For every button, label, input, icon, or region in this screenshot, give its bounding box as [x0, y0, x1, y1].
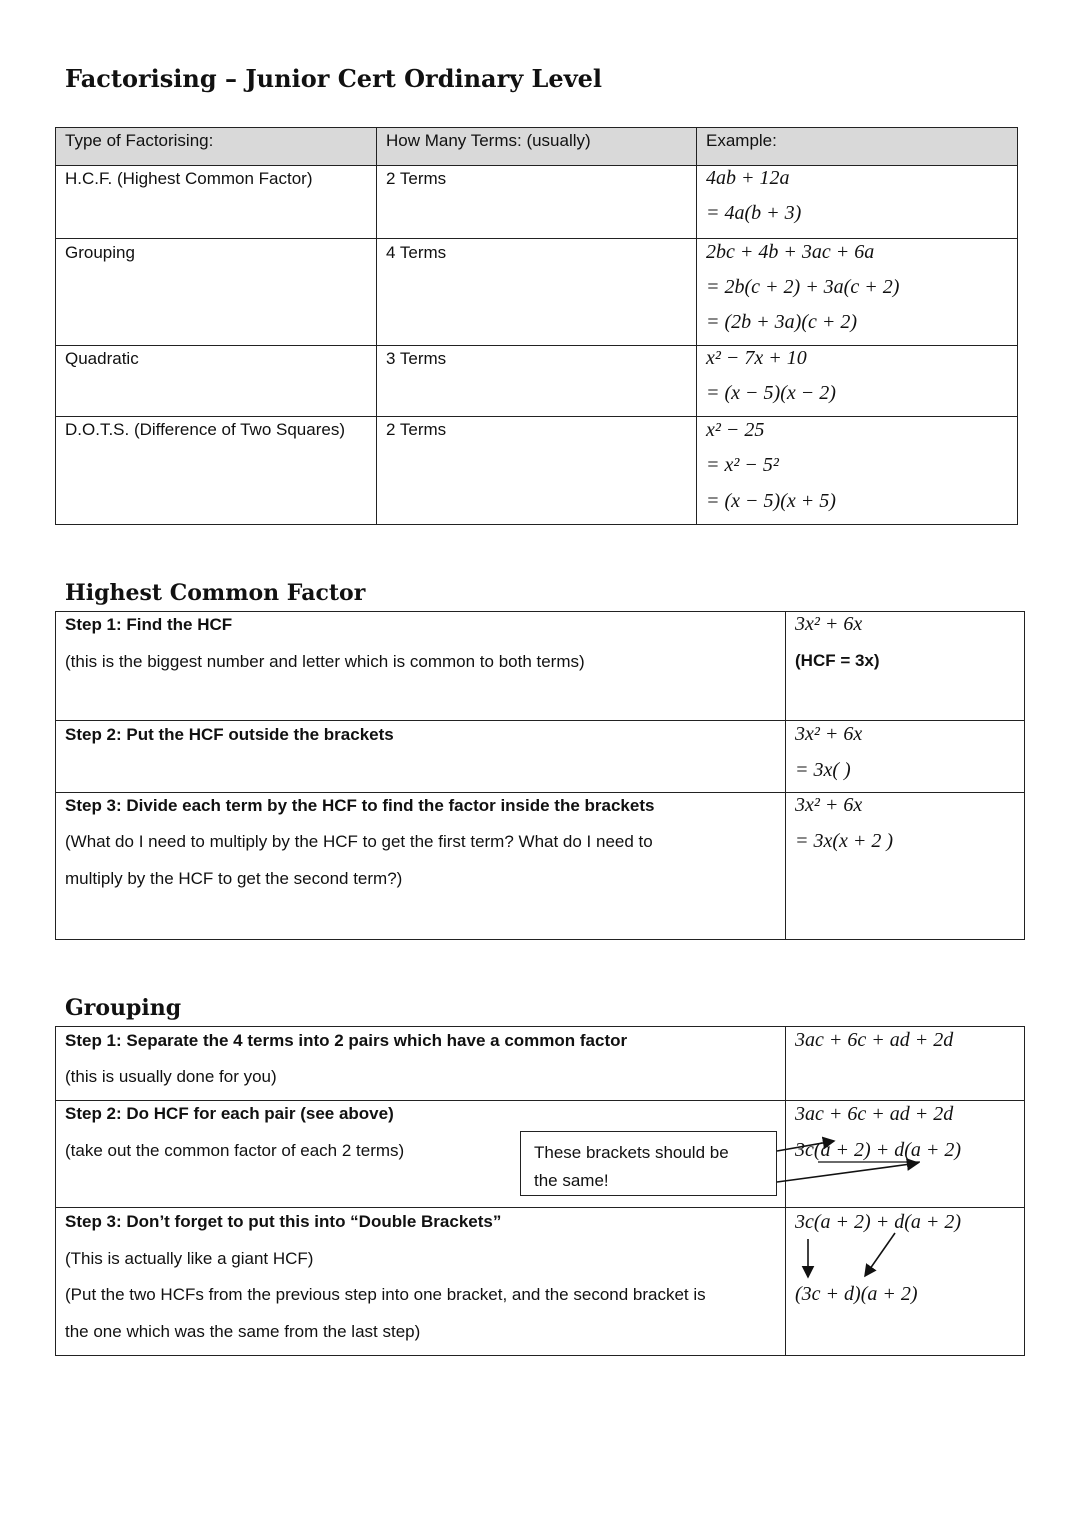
grouping-step1-math: 3ac + 6c + ad + 2d — [795, 1029, 954, 1051]
example-line: 2bc + 4b + 3ac + 6a — [706, 241, 875, 263]
grouping-step1-heading: Step 1: Separate the 4 terms into 2 pairs which have a common factor — [65, 1031, 628, 1050]
table-row-type: D.O.T.S. (Difference of Two Squares) — [65, 420, 345, 439]
callout-text: the same! — [534, 1171, 609, 1190]
example-line: x² − 25 — [706, 419, 765, 441]
example-line: = 2b(c + 2) + 3a(c + 2) — [706, 276, 900, 298]
header-example: Example: — [706, 131, 777, 150]
callout-arrow — [777, 1141, 834, 1151]
hcf-step2-heading: Step 2: Put the HCF outside the brackets — [65, 725, 394, 744]
example-line: = (2b + 3a)(c + 2) — [706, 311, 858, 333]
header-terms: How Many Terms: (usually) — [386, 131, 591, 150]
table-row-terms: 4 Terms — [386, 243, 447, 262]
grouping-section-title: Grouping — [65, 995, 182, 1021]
hcf-step3-heading: Step 3: Divide each term by the HCF to find the factor inside the brackets — [65, 796, 655, 815]
grouping-step3-math: (3c + d)(a + 2) — [795, 1283, 918, 1305]
grouping-step3-note: (Put the two HCFs from the previous step into one bracket, and the second bracket is — [65, 1285, 706, 1304]
hcf-step2-math: 3x² + 6x — [795, 723, 863, 745]
table-row-terms: 3 Terms — [386, 349, 447, 368]
grouping-step1-note: (this is usually done for you) — [65, 1067, 277, 1086]
grouping-step3-heading: Step 3: Don’t forget to put this into “Double Brackets” — [65, 1212, 502, 1231]
diagonal-arrow — [865, 1233, 895, 1276]
header-type: Type of Factorising: — [65, 131, 214, 150]
example-line: 4ab + 12a — [706, 167, 790, 189]
hcf-step3-math: = 3x(x + 2 ) — [795, 830, 894, 852]
hcf-step1-note: (this is the biggest number and letter which is common to both terms) — [65, 652, 585, 671]
hcf-step3-note: (What do I need to multiply by the HCF to get the first term? What do I need to — [65, 832, 653, 851]
example-line: = 4a(b + 3) — [706, 202, 802, 224]
hcf-step1-result: (HCF = 3x) — [795, 651, 880, 670]
table-row-type: Grouping — [65, 243, 135, 262]
grouping-step2-note: (take out the common factor of each 2 terms) — [65, 1141, 405, 1160]
example-line: = (x − 5)(x − 2) — [706, 382, 836, 404]
callout-arrow — [777, 1163, 918, 1182]
table-row-type: Quadratic — [65, 349, 139, 368]
page-title: Factorising – Junior Cert Ordinary Level — [65, 64, 603, 93]
grouping-step3-note: the one which was the same from the last step) — [65, 1322, 421, 1341]
example-line: x² − 7x + 10 — [706, 347, 807, 369]
example-line: = x² − 5² — [706, 454, 779, 476]
grouping-step2-math: 3ac + 6c + ad + 2d — [795, 1103, 954, 1125]
hcf-step3-note: multiply by the HCF to get the second term?) — [65, 869, 403, 888]
table-row-terms: 2 Terms — [386, 169, 447, 188]
hcf-step1-heading: Step 1: Find the HCF — [65, 615, 233, 634]
grouping-step3-note: (This is actually like a giant HCF) — [65, 1249, 314, 1268]
grouping-step3-math: 3c(a + 2) + d(a + 2) — [795, 1211, 962, 1233]
grouping-step2-heading: Step 2: Do HCF for each pair (see above) — [65, 1104, 394, 1123]
table-row-type: H.C.F. (Highest Common Factor) — [65, 169, 313, 188]
table-row-terms: 2 Terms — [386, 420, 447, 439]
grouping-step2-math: 3c(a + 2) + d(a + 2) — [795, 1139, 962, 1161]
hcf-section-title: Highest Common Factor — [65, 580, 366, 606]
example-line: = (x − 5)(x + 5) — [706, 490, 836, 512]
hcf-step1-math: 3x² + 6x — [795, 613, 863, 635]
hcf-step3-math: 3x² + 6x — [795, 794, 863, 816]
callout-text: These brackets should be — [534, 1143, 729, 1162]
hcf-step2-math: = 3x( ) — [795, 759, 851, 781]
